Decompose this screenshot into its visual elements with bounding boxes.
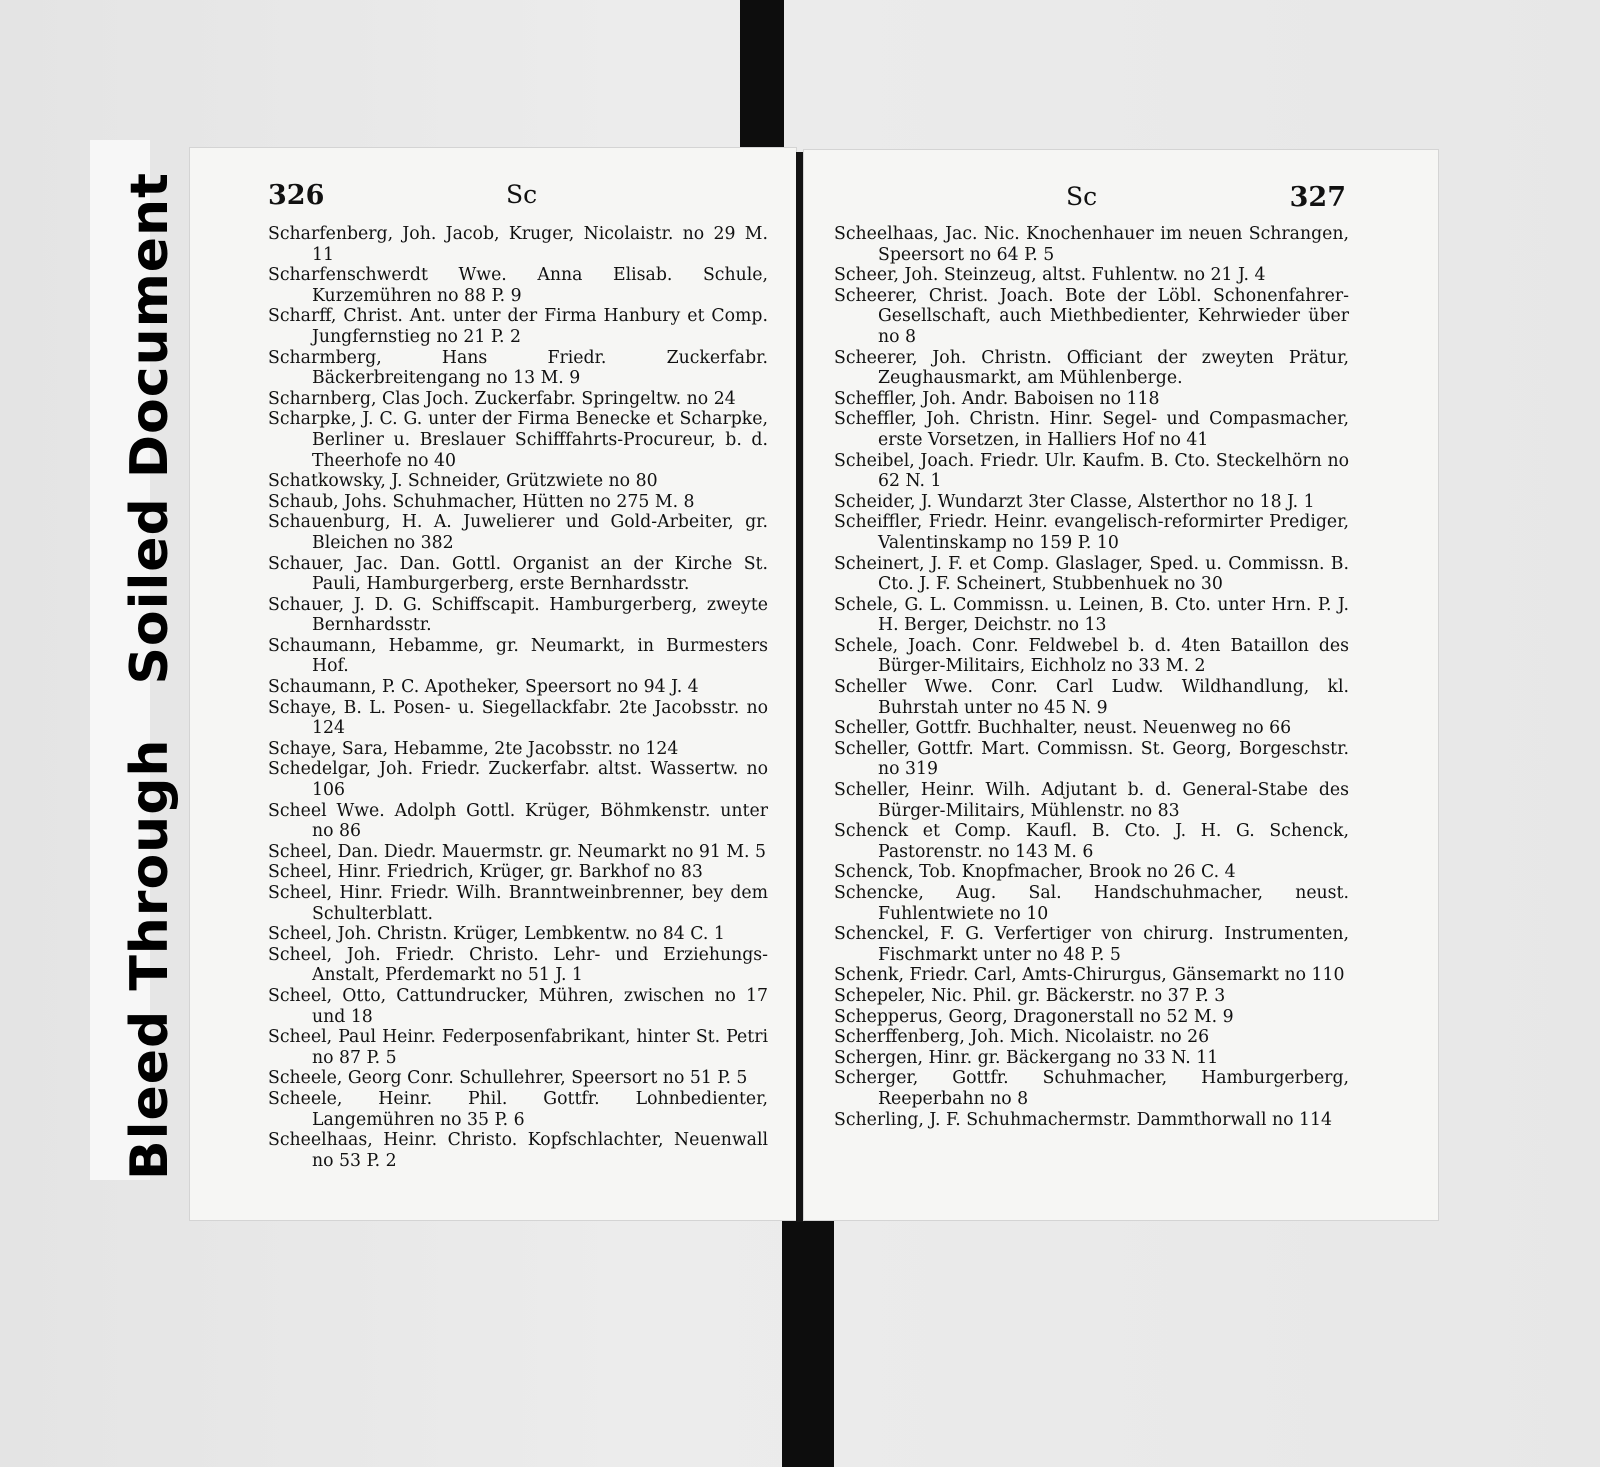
right-page-header xyxy=(804,182,1438,222)
directory-entry: Scheiffler, Friedr. Heinr. evangelisch-reformirter Prediger, Valentinskamp no 159 P. 10 xyxy=(834,512,1349,553)
directory-entry: Scheel, Hinr. Friedr. Wilh. Branntweinbrenner, bey dem Schulterblatt. xyxy=(268,883,768,924)
directory-entry: Schepeler, Nic. Phil. gr. Bäckerstr. no 37 P. 3 xyxy=(834,985,1226,1006)
directory-entry: Scheele, Heinr. Phil. Gottfr. Lohnbedienter, Langemühren no 35 P. 6 xyxy=(268,1088,768,1130)
right-section-heading: Sc xyxy=(1066,182,1098,211)
stamp-bleed-through: Bleed Through xyxy=(120,738,180,1180)
left-section-heading: Sc xyxy=(506,180,538,209)
stamp-label xyxy=(120,172,180,1180)
left-entry-list xyxy=(268,224,768,1171)
directory-entry: Schaumann, P. C. Apotheker, Speersort no 94 J. 4 xyxy=(268,677,699,698)
directory-entry: Scheller, Gottfr. Mart. Commissn. St. Georg, Borgeschstr. no 319 xyxy=(834,738,1349,780)
directory-entry: Scheel Wwe. Adolph Gottl. Krüger, Böhmkenstr. unter no 86 xyxy=(268,800,768,842)
directory-entry: Scheller Wwe. Conr. Carl Ludw. Wildhandlung, kl. Buhrstah unter no 45 N. 9 xyxy=(834,677,1349,718)
directory-entry: Scheel, Joh. Christn. Krüger, Lembkentw. no 84 C. 1 xyxy=(268,924,725,945)
directory-entry: Schaumann, Hebamme, gr. Neumarkt, in Burmesters Hof. xyxy=(268,635,768,677)
directory-entry: Schauer, J. D. G. Schiffscapit. Hamburgerberg, zweyte Bernhardsstr. xyxy=(268,594,768,636)
directory-entry: Scheelhaas, Heinr. Christo. Kopfschlachter, Neuenwall no 53 P. 2 xyxy=(268,1130,768,1171)
directory-entry: Schenk, Friedr. Carl, Amts-Chirurgus, Gänsemarkt no 110 xyxy=(834,965,1345,986)
directory-entry: Scheider, J. Wundarzt 3ter Classe, Alsterthor no 18 J. 1 xyxy=(834,491,1315,512)
directory-entry: Schergen, Hinr. gr. Bäckergang no 33 N. 11 xyxy=(834,1047,1219,1068)
directory-entry: Scheller, Heinr. Wilh. Adjutant b. d. General-Stabe des Bürger-Militairs, Mühlenstr. no 83 xyxy=(834,780,1349,821)
directory-entry: Schatkowsky, J. Schneider, Grützwiete no 80 xyxy=(268,471,658,492)
directory-entry: Scheller, Gottfr. Buchhalter, neust. Neuenweg no 66 xyxy=(834,718,1292,739)
binding-strip-bottom xyxy=(782,1218,834,1467)
directory-entry: Scheel, Paul Heinr. Federposenfabrikant, hinter St. Petri no 87 P. 5 xyxy=(268,1027,768,1068)
right-page-number: 327 xyxy=(1289,182,1346,213)
directory-entry: Scharff, Christ. Ant. unter der Firma Hanbury et Comp. Jungfernstieg no 21 P. 2 xyxy=(268,306,768,347)
directory-entry: Scharmberg, Hans Friedr. Zuckerfabr. Bäckerbreitengang no 13 M. 9 xyxy=(268,347,768,389)
directory-entry: Schenckel, F. G. Verfertiger von chirurg. Instrumenten, Fischmarkt unter no 48 P. 5 xyxy=(834,924,1349,965)
left-page-header xyxy=(190,180,796,220)
directory-entry: Schenck et Comp. Kaufl. B. Cto. J. H. G. Schenck, Pastorenstr. no 143 M. 6 xyxy=(834,821,1349,862)
directory-entry: Schedelgar, Joh. Friedr. Zuckerfabr. altst. Wassertw. no 106 xyxy=(268,759,768,801)
directory-entry: Scharnberg, Clas Joch. Zuckerfabr. Springeltw. no 24 xyxy=(268,388,736,409)
directory-entry: Scheffler, Joh. Andr. Baboisen no 118 xyxy=(834,388,1160,409)
directory-entry: Scheel, Hinr. Friedrich, Krüger, gr. Barkhof no 83 xyxy=(268,862,703,883)
directory-entry: Scheelhaas, Jac. Nic. Knochenhauer im neuen Schrangen, Speersort no 64 P. 5 xyxy=(834,224,1349,265)
stamp-soiled-document: Soiled Document xyxy=(120,172,180,685)
directory-entry: Schaye, Sara, Hebamme, 2te Jacobsstr. no 124 xyxy=(268,738,679,759)
directory-entry: Scherling, J. F. Schuhmachermstr. Dammthorwall no 114 xyxy=(834,1109,1332,1130)
directory-entry: Schencke, Aug. Sal. Handschuhmacher, neust. Fuhlentwiete no 10 xyxy=(834,883,1349,924)
directory-entry: Schepperus, Georg, Dragonerstall no 52 M. 9 xyxy=(834,1006,1234,1027)
directory-entry: Scheer, Joh. Steinzeug, altst. Fuhlentw. no 21 J. 4 xyxy=(834,265,1266,286)
right-page xyxy=(804,150,1438,1220)
directory-entry: Scharpke, J. C. G. unter der Firma Benecke et Scharpke, Berliner u. Breslauer Schifffahrts-Procureur, b. d. Theerhofe no 40 xyxy=(268,409,768,471)
directory-entry: Schele, G. L. Commissn. u. Leinen, B. Cto. unter Hrn. P. J. H. Berger, Deichstr. no 13 xyxy=(834,594,1349,636)
book-spine xyxy=(796,152,804,1222)
directory-entry: Scheele, Georg Conr. Schullehrer, Speersort no 51 P. 5 xyxy=(268,1068,748,1089)
binding-strip-top xyxy=(740,0,784,160)
directory-entry: Scheerer, Joh. Christn. Officiant der zweyten Prätur, Zeughausmarkt, am Mühlenberge. xyxy=(834,347,1349,389)
directory-entry: Schauenburg, H. A. Juwelierer und Gold-Arbeiter, gr. Bleichen no 382 xyxy=(268,512,768,553)
directory-entry: Scheel, Joh. Friedr. Christo. Lehr- und Erziehungs-Anstalt, Pferdemarkt no 51 J. 1 xyxy=(268,944,768,986)
directory-entry: Schauer, Jac. Dan. Gottl. Organist an der Kirche St. Pauli, Hamburgerberg, erste Bernhardsstr. xyxy=(268,553,768,595)
directory-entry: Scheffler, Joh. Christn. Hinr. Segel- und Compasmacher, erste Vorsetzen, in Halliers Hof no 41 xyxy=(834,409,1349,450)
directory-entry: Scheinert, J. F. et Comp. Glaslager, Sped. u. Commissn. B. Cto. J. F. Scheinert, Stubbenhuek no 30 xyxy=(834,553,1349,595)
directory-entry: Schele, Joach. Conr. Feldwebel b. d. 4ten Bataillon des Bürger-Militairs, Eichholz no 33 M. 2 xyxy=(834,635,1349,677)
directory-entry: Scharfenschwerdt Wwe. Anna Elisab. Schule, Kurzemühren no 88 P. 9 xyxy=(268,265,768,306)
directory-entry: Scheel, Otto, Cattundrucker, Mühren, zwischen no 17 und 18 xyxy=(268,985,768,1027)
directory-entry: Scheerer, Christ. Joach. Bote der Löbl. Schonenfahrer-Gesellschaft, auch Miethbedienter, Kehrwieder über no 8 xyxy=(834,285,1349,347)
directory-entry: Schenck, Tob. Knopfmacher, Brook no 26 C. 4 xyxy=(834,862,1236,883)
directory-entry: Scheel, Dan. Diedr. Mauermstr. gr. Neumarkt no 91 M. 5 xyxy=(268,841,767,862)
directory-entry: Scharfenberg, Joh. Jacob, Kruger, Nicolaistr. no 29 M. 11 xyxy=(268,224,768,265)
directory-entry: Schaub, Johs. Schuhmacher, Hütten no 275 M. 8 xyxy=(268,491,695,512)
directory-entry: Schaye, B. L. Posen- u. Siegellackfabr. 2te Jacobsstr. no 124 xyxy=(268,697,768,739)
right-entry-list xyxy=(834,224,1349,1130)
directory-entry: Scherger, Gottfr. Schuhmacher, Hamburgerberg, Reeperbahn no 8 xyxy=(834,1068,1349,1109)
left-page xyxy=(190,148,796,1220)
directory-entry: Scherffenberg, Joh. Mich. Nicolaistr. no 26 xyxy=(834,1027,1210,1048)
directory-entry: Scheibel, Joach. Friedr. Ulr. Kaufm. B. Cto. Steckelhörn no 62 N. 1 xyxy=(834,450,1349,492)
left-page-number: 326 xyxy=(268,180,325,211)
